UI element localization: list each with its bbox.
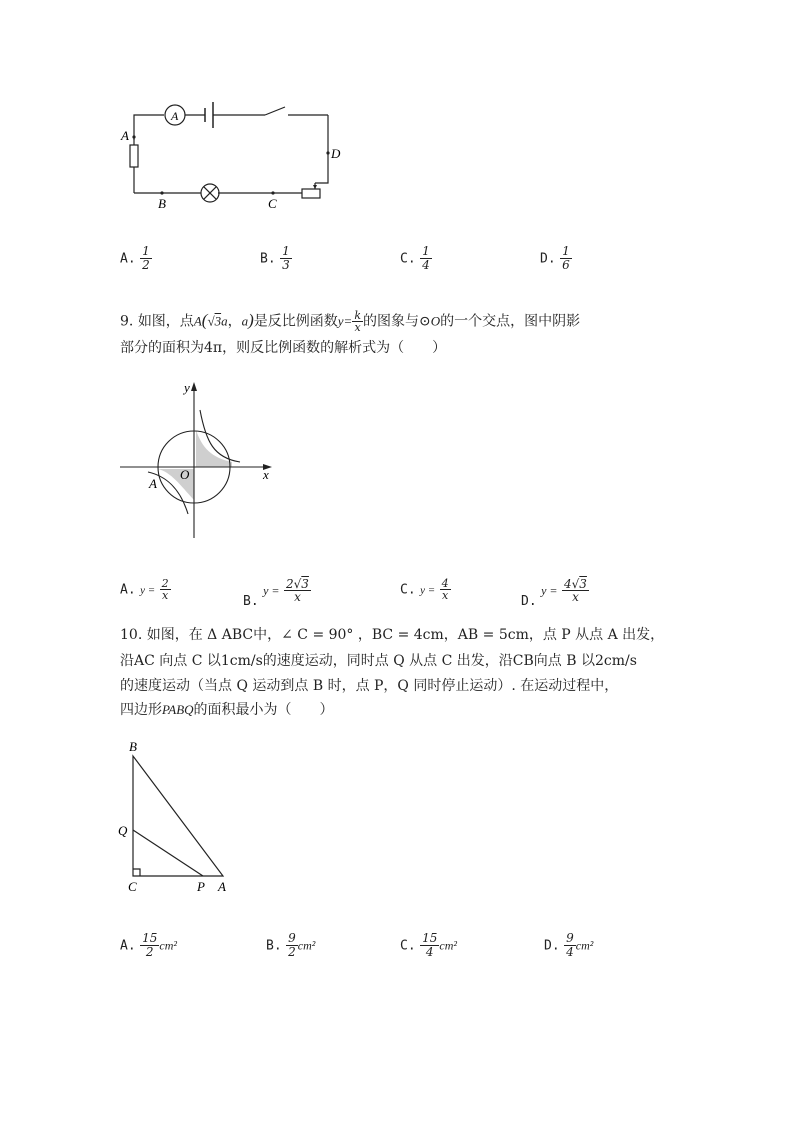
q10-option-a: A. $\frac{15}{2}$ cm² [120,931,177,959]
q10-line4: 四边形PABQ的面积最小为（ ） [120,702,334,718]
q10-line2: 沿AC 向点 C 以1cm/s的速度运动，同时点 Q 从点 C 出发，沿CB向点 B 以2cm/s [120,653,637,669]
vertex-label-c: C [128,879,137,894]
circle-dot-symbol: ⊙ [418,313,431,330]
vertex-label-q: Q [118,823,128,838]
circle-hyperbola-figure [118,378,278,543]
circuit-label-b: B [158,196,166,211]
q8-option-c: C. $\frac{1}{4}$ [400,244,430,272]
vertex-label-b: B [129,739,137,754]
q8-option-a: A. $\frac{1}{2}$ [120,244,150,272]
origin-label: O [180,467,190,482]
point-a-label: A [149,476,157,491]
q9-line2: 部分的面积为4π，则反比例函数的解析式为（ ） [120,340,447,356]
circuit-label-d: D [331,146,341,161]
q9-option-d: D. y = $\frac{4√3}{x}$ [521,577,587,609]
q9-option-a: A. y = $\frac{2}{x}$ [120,577,169,602]
q9-point: A [193,313,202,329]
axis-label-y: y [184,380,190,395]
vertex-label-p: P [197,879,205,894]
q9-line1: 9. 如图，点A(√3a，a)是反比例函数y= $\frac{k}{x}$ 的图象与⊙O的一个交点，图中阴影 [120,309,581,334]
circuit-label-a: A [121,128,129,143]
ammeter-label: A [171,109,179,123]
vertex-label-a: A [218,879,226,894]
q10-option-d: D. $\frac{9}{4}$ cm² [544,931,594,959]
q8-option-b: B. $\frac{1}{3}$ [260,244,290,272]
q10-line3: 的速度运动（当点 Q 运动到点 B 时，点 P，Q 同时停止运动）. 在运动过程中， [120,678,619,694]
q9-option-b: B. y = $\frac{2√3}{x}$ [243,577,309,609]
circuit-label-c: C [268,196,277,211]
axis-label-x: x [263,467,269,482]
q10-option-b: B. $\frac{9}{2}$ cm² [266,931,316,959]
right-triangle-figure [112,736,242,896]
q8-option-d: D. $\frac{1}{6}$ [540,244,570,272]
q9-option-c: C. y = $\frac{4}{x}$ [400,577,449,602]
q10-option-c: C. $\frac{15}{4}$ cm² [400,931,457,959]
circuit-diagram [110,95,350,220]
q10-line1: 10. 如图，在 Δ ABC中，∠ C = 90° ，BC = 4cm，AB = 5cm，点 P 从点 A 出发， [120,627,665,643]
